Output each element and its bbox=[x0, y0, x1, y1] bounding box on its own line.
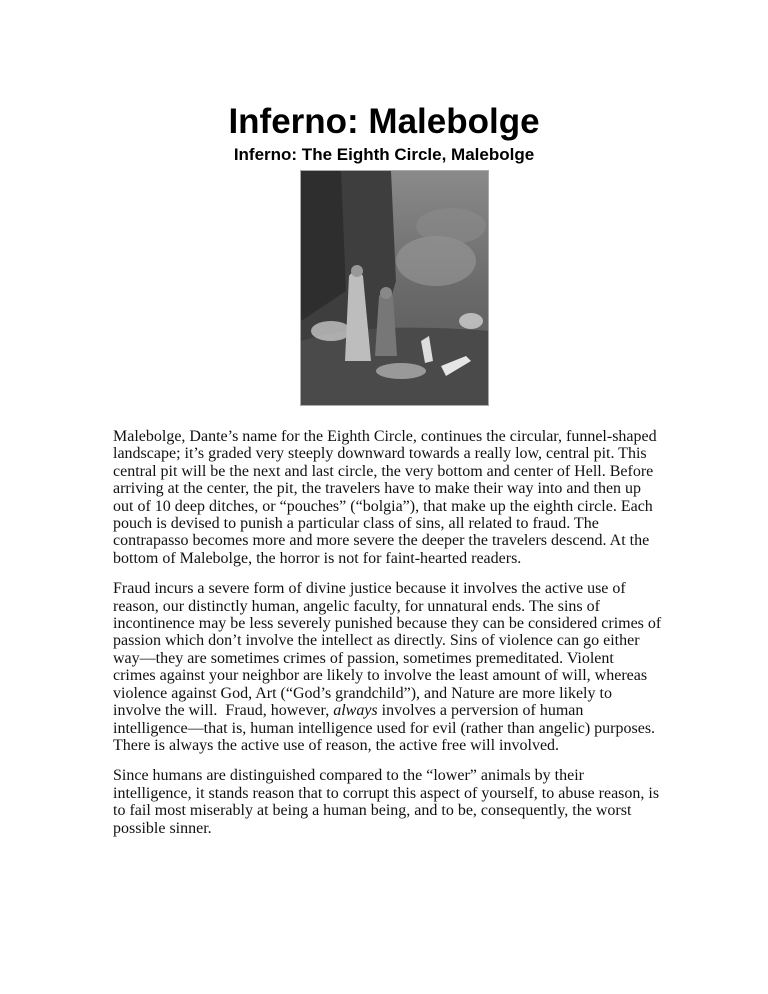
text-line: intelligence, it stands reason that to corrupt this aspect of yourself, to abuse reason, is bbox=[113, 784, 660, 802]
page-title: Inferno: Malebolge bbox=[228, 102, 540, 141]
text-line: bottom of Malebolge, the horror is not for faint-hearted readers. bbox=[113, 549, 522, 567]
text-line: landscape; it’s graded very steeply downward towards a really low, central pit. This bbox=[113, 445, 647, 463]
text-line: Fraud incurs a severe form of divine justice because it involves the active use of bbox=[113, 580, 626, 598]
text-line: central pit will be the next and last circle, the very bottom and center of Hell. Before bbox=[113, 462, 654, 480]
text-line: out of 10 deep ditches, or “pouches” (“bolgia”), that make up the eighth circle. Each bbox=[113, 497, 653, 515]
text-segment: involves a perversion of human bbox=[377, 702, 584, 720]
text-line bbox=[113, 702, 673, 719]
text-line: Malebolge, Dante’s name for the Eighth Circle, continues the circular, funnel-shaped bbox=[113, 428, 657, 445]
text-line: pouch is devised to punish a particular class of sins, all related to fraud. The bbox=[113, 515, 599, 533]
dore-illustration-image bbox=[300, 170, 489, 406]
text-line: intelligence—that is, human intelligence used for evil (rather than angelic) purposes. bbox=[113, 719, 656, 737]
paragraph-conclusion bbox=[113, 767, 673, 837]
text-line: to fail most miserably at being a human being, and to be, consequently, the worst bbox=[113, 802, 632, 820]
text-line: crimes against your neighbor are likely to involve the least amount of will, whereas bbox=[113, 667, 648, 685]
text-line: There is always the active use of reason, the active free will involved. bbox=[113, 736, 560, 754]
engraving-image bbox=[301, 171, 489, 406]
text-segment: involve the will. Fraud, however, bbox=[113, 702, 334, 720]
text-line: way—they are sometimes crimes of passion, sometimes premeditated. Violent bbox=[113, 649, 614, 667]
page-subtitle: Inferno: The Eighth Circle, Malebolge bbox=[233, 145, 535, 164]
text-line: possible sinner. bbox=[113, 819, 212, 837]
paragraph-malebolge-intro bbox=[113, 428, 673, 567]
text-line: incontinence may be less severely punished because they can be considered crimes of bbox=[113, 615, 662, 633]
text-line: contrapasso becomes more and more severe the deeper the travelers descend. At the bbox=[113, 532, 650, 550]
text-line: arriving at the center, the pit, the travelers have to make their way into and then up bbox=[113, 480, 642, 498]
paragraph-fraud bbox=[113, 580, 673, 754]
text-line: reason, our distinctly human, angelic faculty, for unnatural ends. The sins of bbox=[113, 597, 600, 615]
text-line: violence against God, Art (“God’s grandchild”), and Nature are more likely to bbox=[113, 684, 612, 702]
body-text bbox=[113, 428, 673, 850]
emphasis-always: always bbox=[333, 702, 378, 720]
text-line: Since humans are distinguished compared to the “lower” animals by their bbox=[113, 767, 584, 785]
text-line: passion which don’t involve the intellect as directly. Sins of violence can go either bbox=[113, 632, 640, 650]
